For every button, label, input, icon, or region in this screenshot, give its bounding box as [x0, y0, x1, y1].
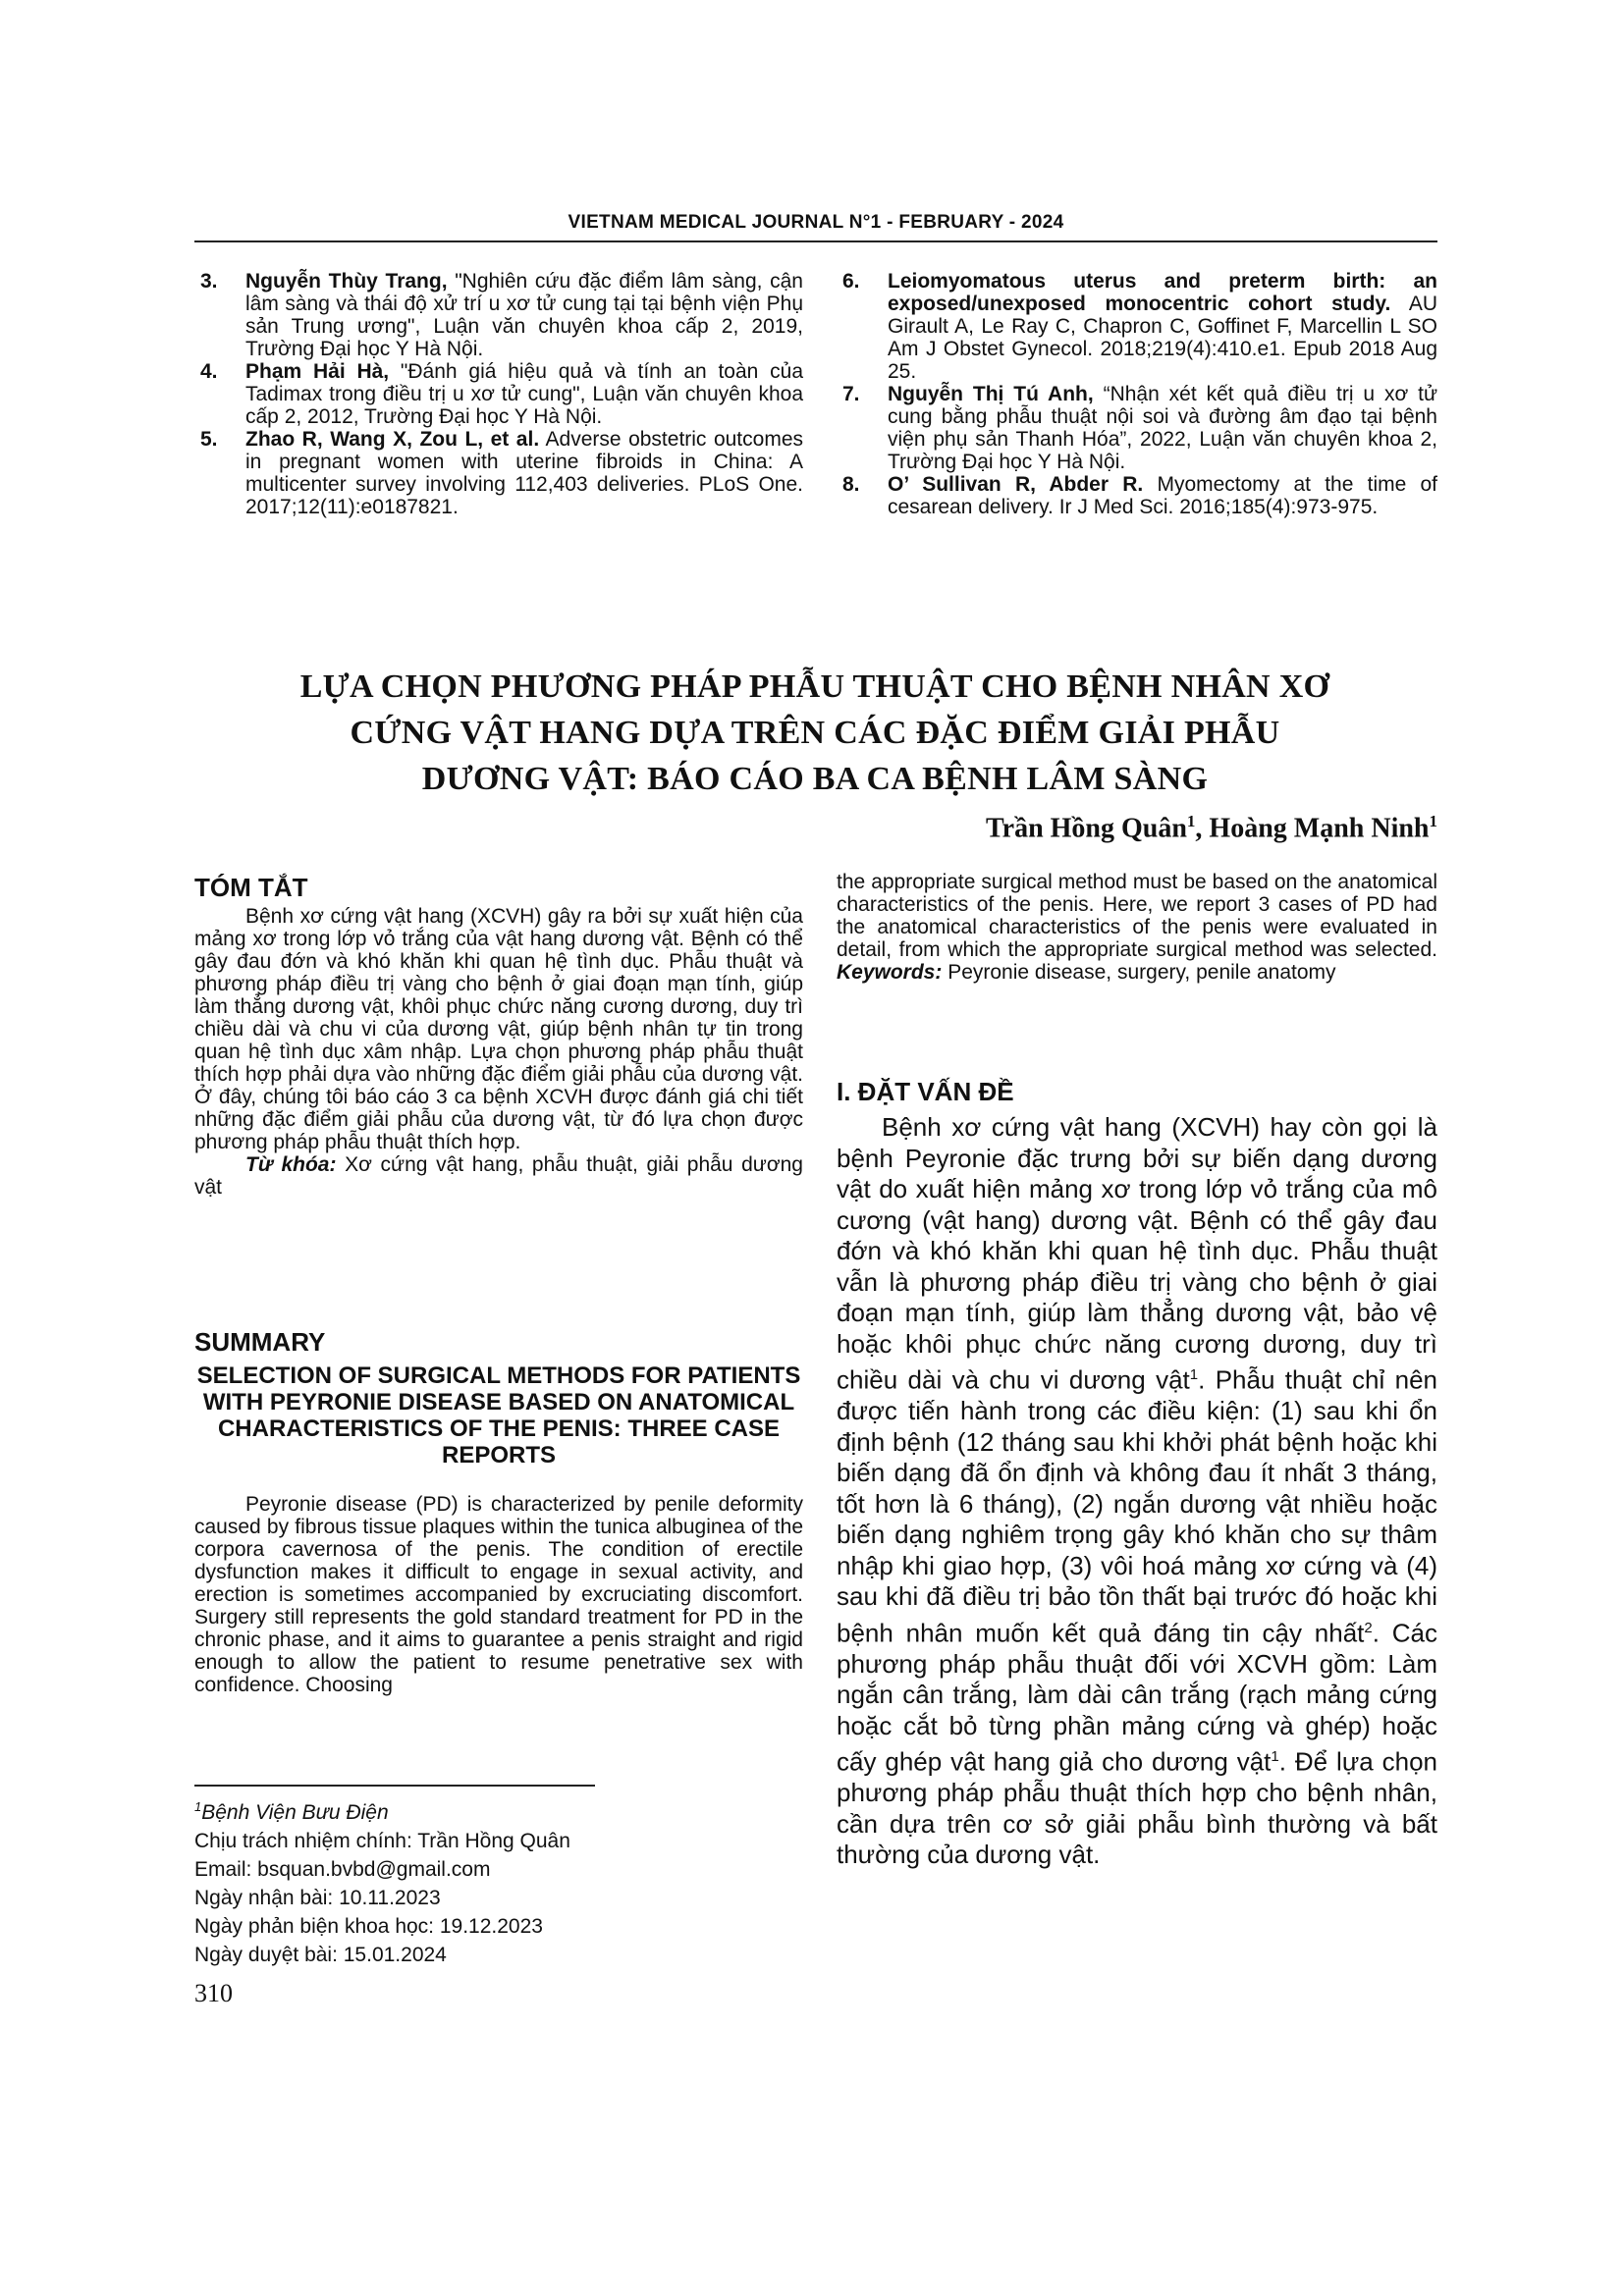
summary-paragraph: Peyronie disease (PD) is characterized by penile deformity caused by fibrous tissue plaques within the tunica albuginea of the corpora cavernosa of the penis. The condition of erectile dysfunction makes it difficult to engage in sexual activity, and erection is sometimes accompanied by excruciating discomfort. Surgery still represents the gold standard treatment for PD in the chronic phase, and it aims to guarantee a penis straight and rigid enough to allow the patient to resume penetrative sex with confidence. Choosing	[194, 1493, 803, 1696]
reference-text: AU Girault A, Le Ray C, Chapron C, Goffinet F, Marcellin L SO Am J Obstet Gynecol. 2018;219(4):410.e1. Epub 2018 Aug 25.	[888, 293, 1437, 383]
keywords-text: Peyronie disease, surgery, penile anatomy	[942, 961, 1336, 984]
abstract-heading: TÓM TẮT	[194, 873, 308, 902]
intro-paragraph	[837, 1112, 1437, 1871]
affiliation-name: Bệnh Viện Bưu Điện	[201, 1801, 389, 1824]
summary-heading: SUMMARY	[194, 1327, 326, 1357]
affiliation-mark: 1	[194, 1799, 202, 1814]
reference-number: 5.	[200, 428, 218, 451]
footnote-email: Email: bsquan.bvbd@gmail.com	[194, 1858, 491, 1881]
citation: 2	[1364, 1619, 1373, 1636]
reference-number: 7.	[842, 383, 860, 405]
footnote	[194, 1792, 570, 1969]
reference-text: “Nhận xét kết quả điều trị u xơ tử cung bằng phẫu thuật nội soi và đường âm đạo tại bệnh viện phụ sản Thanh Hóa”, 2022, Luận văn chuyên khoa 2, Trường Đại học Y Hà Nội.	[888, 383, 1438, 473]
summary-continued: the appropriate surgical method must be based on the anatomical characteristics of the penis. Here, we report 3 cases of PD had the anatomical characteristics of the penis were evaluated in detail, from which the appropriate surgical method was selected.	[837, 871, 1437, 961]
reference-number: 8.	[842, 473, 860, 496]
author-line	[986, 812, 1437, 844]
footnote-accepted: Ngày duyệt bài: 15.01.2024	[194, 1944, 447, 1966]
intro-heading: I. ĐẶT VẤN ĐỀ	[837, 1077, 1014, 1106]
abstract-vi	[194, 905, 803, 1199]
intro-text: . Các phương pháp phẫu thuật đối với XCVH gồm: Làm ngắn cân trắng, làm dài cân trắng (rạch mảng cứng hoặc cắt bỏ từng phần mảng cứng và ghép) hoặc cấy ghép vật hang giả cho dương vật	[837, 1618, 1437, 1777]
footnote-affiliation	[194, 1792, 570, 1827]
citation: 1	[1189, 1366, 1199, 1383]
summary-title: SELECTION OF SURGICAL METHODS FOR PATIENTS WITH PEYRONIE DISEASE BASED ON ANATOMICAL CHARACTERISTICS OF THE PENIS: THREE CASE REPORTS	[196, 1362, 801, 1468]
reference-author: Nguyễn Thùy Trang,	[245, 270, 448, 293]
intro-text: . Để lựa chọn phương pháp phẫu thuật thích hợp cho bệnh nhân, cần dựa trên cơ sở giải phẫu bình thường và bất thường của dương vật.	[837, 1746, 1437, 1870]
footnote-divider	[194, 1785, 595, 1787]
references-right	[837, 270, 1437, 518]
reference-number: 3.	[200, 270, 218, 293]
reference-title: Leiomyomatous uterus and preterm birth: an exposed/unexposed monocentric cohort study.	[888, 270, 1437, 315]
reference-item	[194, 360, 803, 428]
reference-text: "Đánh giá hiệu quả và tính an toàn của Tadimax trong điều trị u xơ tử cung", Luận văn chuyên khoa cấp 2, 2012, Trường Đại học Y Hà Nội.	[245, 360, 803, 428]
reference-author: Nguyễn Thị Tú Anh,	[888, 383, 1094, 405]
reference-text: Adverse obstetric outcomes in pregnant women with uterine fibroids in China: A multicenter survey involving 112,403 deliveries. PLoS One. 2017;12(11):e0187821.	[245, 428, 803, 518]
page-number: 310	[194, 1979, 233, 2007]
citation: 1	[1271, 1748, 1279, 1766]
author-name: Trần Hồng Quân	[986, 813, 1187, 844]
affiliation-mark: 1	[1429, 812, 1437, 830]
header-divider	[194, 240, 1437, 242]
reference-author: Phạm Hải Hà,	[245, 360, 390, 383]
reference-item	[837, 270, 1437, 383]
affiliation-mark: 1	[1186, 812, 1196, 830]
article-title: LỰA CHỌN PHƯƠNG PHÁP PHẪU THUẬT CHO BỆNH NHÂN XƠ CỨNG VẬT HANG DỰA TRÊN CÁC ĐẶC ĐIỂM GIẢI PHẪU DƯƠNG VẬT: BÁO CÁO BA CA BỆNH LÂM SÀNG	[299, 668, 1330, 797]
reference-text: Myomectomy at the time of cesarean delivery. Ir J Med Sci. 2016;185(4):973-975.	[888, 473, 1438, 518]
reference-item	[194, 428, 803, 518]
author-separator: ,	[1195, 813, 1210, 844]
summary-paragraph	[837, 871, 1437, 984]
reference-item	[837, 473, 1437, 518]
intro-section	[837, 1112, 1437, 1871]
footnote-reviewed: Ngày phản biện khoa học: 19.12.2023	[194, 1915, 543, 1938]
reference-text: "Nghiên cứu đặc điểm lâm sàng, cận lâm sàng và thái độ xử trí u xơ tử cung tại tại bệnh viện Phụ sản Trung ương", Luận văn chuyên khoa cấp 2, 2019, Trường Đại học Y Hà Nội.	[245, 270, 803, 360]
abstract-text: Bệnh xơ cứng vật hang (XCVH) gây ra bởi sự xuất hiện của mảng xơ trong lớp vỏ trắng của vật hang dương vật. Bệnh có thể gây đau đớn và khó khăn khi quan hệ tình dục. Phẫu thuật và phương pháp điều trị vàng cho bệnh ở giai đoạn mạn tính, giúp làm thẳng dương vật, khôi phục chức năng cương dương, duy trì chiều dài và chu vi của dương vật, giúp bệnh nhân tự tin trong quan hệ tình dục xâm nhập. Lựa chọn phương pháp phẫu thuật thích hợp phải dựa vào những đặc điểm giải phẫu của dương vật. Ở đây, chúng tôi báo cáo 3 ca bệnh XCVH được đánh giá chi tiết những đặc điểm giải phẫu của dương vật, từ đó lựa chọn được phương pháp phẫu thuật thích hợp.	[194, 905, 803, 1153]
reference-author: Zhao R, Wang X, Zou L, et al.	[245, 428, 540, 451]
summary-text-left	[194, 1493, 803, 1696]
footnote-responsible: Chịu trách nhiệm chính: Trần Hồng Quân	[194, 1830, 570, 1852]
intro-text: Bệnh xơ cứng vật hang (XCVH) hay còn gọi là bệnh Peyronie đặc trưng bởi sự biến dạng dương vật do xuất hiện mảng xơ trong lớp vỏ trắng của mô cương (vật hang) dương vật. Bệnh có thể gây đau đớn và khó khăn khi quan hệ tình dục. Phẫu thuật vẫn là phương pháp điều trị vàng cho bệnh ở giai đoạn mạn tính, giúp làm thẳng dương vật, bảo vệ hoặc khôi phục chức năng cương dương, duy trì chiều dài và chu vi dương vật	[837, 1112, 1437, 1395]
keywords-text: Xơ cứng vật hang, phẫu thuật, giải phẫu dương vật	[194, 1153, 803, 1199]
intro-text: . Phẫu thuật chỉ nên được tiến hành trong các điều kiện: (1) sau khi ổn định bệnh (12 tháng sau khi khởi phát bệnh hoặc khi biến dạng đã ổn định và không đau ít nhất 3 tháng, tốt hơn là 6 tháng), (2) ngắn dương vật nhiều hoặc biến dạng nghiêm trọng gây khó khăn cho sự thâm nhập khi giao hợp, (3) vôi hoá mảng xơ cứng và (4) sau khi đã điều trị bảo tồn thất bại trước đó hoặc khi bệnh nhân muốn kết quả đáng tin cậy nhất	[837, 1364, 1437, 1648]
reference-item	[837, 383, 1437, 473]
reference-item	[194, 270, 803, 360]
reference-number: 6.	[842, 270, 860, 293]
footnote-received: Ngày nhận bài: 10.11.2023	[194, 1887, 441, 1909]
running-header: VIETNAM MEDICAL JOURNAL N°1 - FEBRUARY - 2024	[568, 212, 1064, 233]
keywords-label: Từ khóa:	[245, 1153, 337, 1176]
summary-text-right	[837, 871, 1437, 984]
abstract-keywords	[194, 1153, 803, 1199]
keywords-label: Keywords:	[837, 961, 943, 984]
reference-number: 4.	[200, 360, 218, 383]
references-left	[194, 270, 803, 518]
reference-author: O’ Sullivan R, Abder R.	[888, 473, 1144, 496]
author-name: Hoàng Mạnh Ninh	[1209, 813, 1430, 844]
